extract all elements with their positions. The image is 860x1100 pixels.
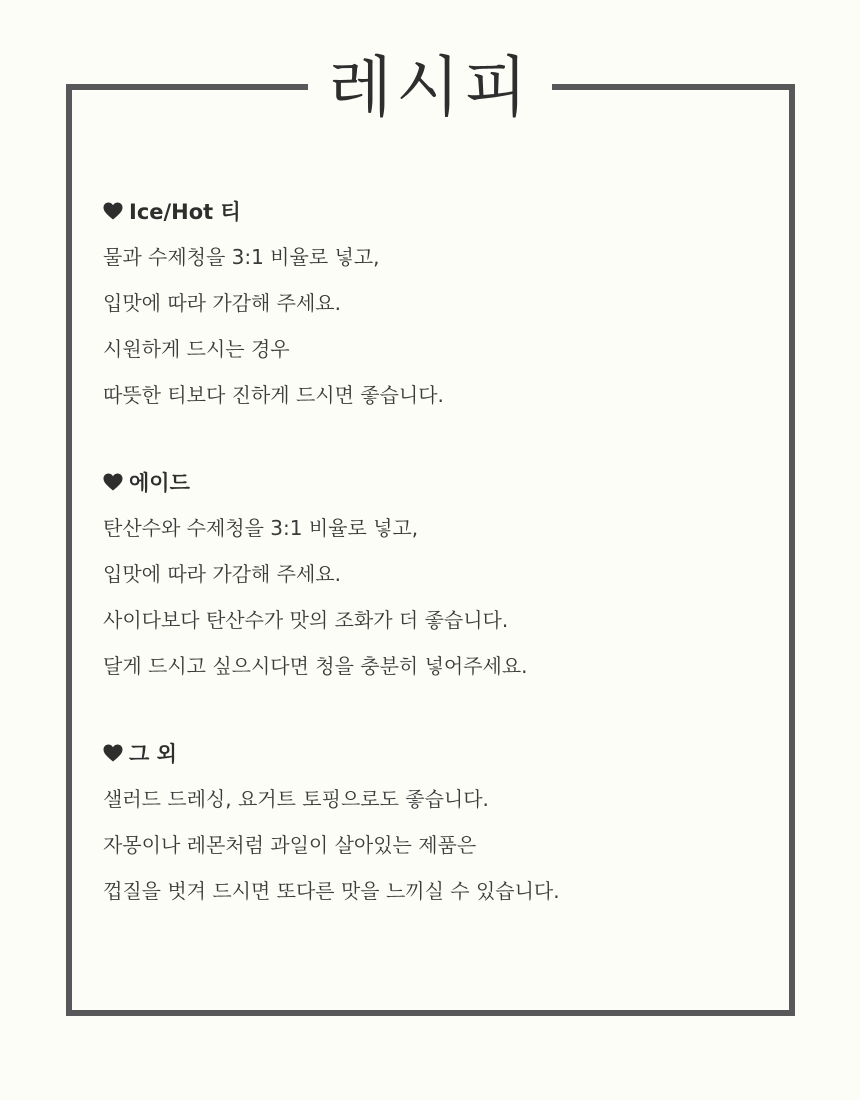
heart-icon <box>103 202 123 220</box>
recipe-line: 샐러드 드레싱, 요거트 토핑으로도 좋습니다. <box>103 787 489 811</box>
recipe-line: 자몽이나 레몬처럼 과일이 살아있는 제품은 <box>103 833 477 857</box>
section-heading <box>103 730 763 776</box>
heart-icon <box>103 744 123 762</box>
recipe-line: 입맛에 따라 가감해 주세요. <box>103 562 341 586</box>
recipe-line: 시원하게 드시는 경우 <box>103 337 290 361</box>
heart-icon <box>103 473 123 491</box>
recipe-line: 사이다보다 탄산수가 맛의 조화가 더 좋습니다. <box>103 608 509 632</box>
section-heading <box>103 188 763 234</box>
section-heading-label: Ice/Hot 티 <box>129 200 241 224</box>
section-heading-label: 에이드 <box>129 471 190 495</box>
recipe-line: 물과 수제청을 3:1 비율로 넣고, <box>103 245 380 269</box>
recipe-line: 껍질을 벗겨 드시면 또다른 맛을 느끼실 수 있습니다. <box>103 879 560 903</box>
section-ade <box>103 459 763 689</box>
recipe-line: 따뜻한 티보다 진하게 드시면 좋습니다. <box>103 383 444 407</box>
recipe-line: 입맛에 따라 가감해 주세요. <box>103 291 341 315</box>
section-heading <box>103 459 763 505</box>
page-title: 레시피 <box>308 48 551 128</box>
section-others <box>103 730 763 914</box>
recipe-content <box>103 188 763 955</box>
section-ice-hot-tea <box>103 188 763 418</box>
recipe-line: 달게 드시고 싶으시다면 청을 충분히 넣어주세요. <box>103 654 528 678</box>
recipe-line: 탄산수와 수제청을 3:1 비율로 넣고, <box>103 516 419 540</box>
section-heading-label: 그 외 <box>129 742 177 766</box>
